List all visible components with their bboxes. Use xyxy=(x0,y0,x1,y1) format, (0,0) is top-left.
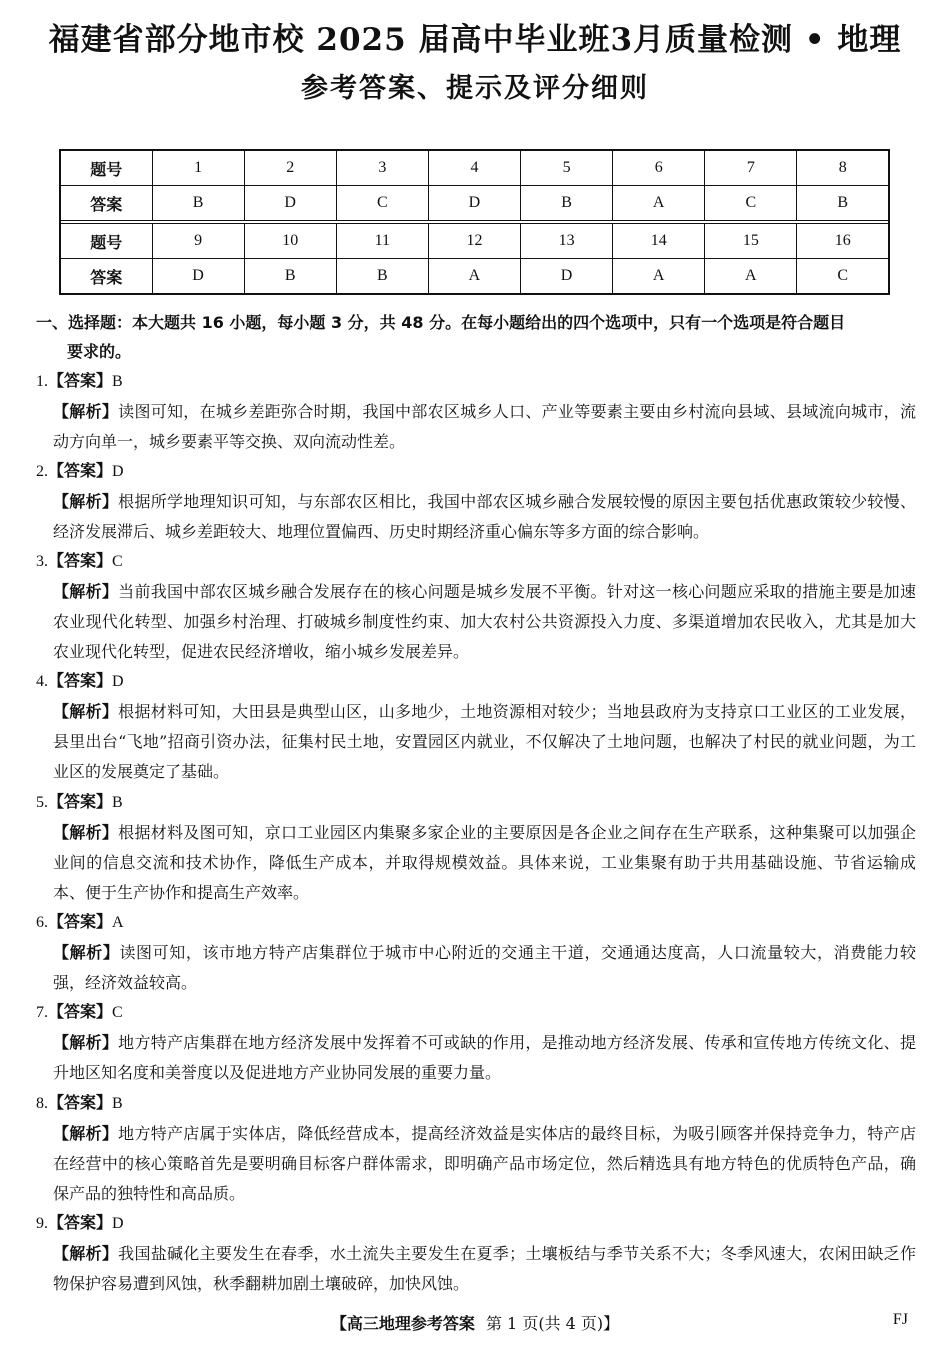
question-number-row xyxy=(60,224,889,259)
answer-value: A xyxy=(112,914,124,931)
explanation xyxy=(36,577,916,667)
answer-line xyxy=(36,1208,916,1239)
question-number-cell: 11 xyxy=(336,224,428,259)
question-6 xyxy=(36,907,916,998)
answer-cell: C xyxy=(797,259,889,295)
explanation-text: 当前我国中部农区城乡融合发展存在的核心问题是城乡发展不平衡。针对这一核心问题应采取的措施主要是加速农业现代化转型、加强乡村治理、打破城乡制度性约束、加大农村公共资源投入力度、多渠道增加农民收入，尤其是加大农业现代化转型，促进农民经济增收，缩小城乡发展差异。 xyxy=(53,582,916,661)
answer-cell: A xyxy=(613,259,705,295)
explanation-text: 地方特产店属于实体店，降低经营成本，提高经济效益是实体店的最终目标，为吸引顾客并保持竞争力，特产店在经营中的核心策略首先是要明确目标客户群体需求，即明确产品市场定位，然后精选具有地方特色的优质特色产品，确保产品的独特性和高品质。 xyxy=(53,1124,916,1203)
answer-line xyxy=(36,546,916,577)
question-number-cell: 15 xyxy=(705,224,797,259)
question-number-row xyxy=(60,150,889,186)
question-number-cell: 3 xyxy=(336,150,428,186)
question-7 xyxy=(36,997,916,1088)
explain-tag: 【解析】 xyxy=(53,1244,119,1263)
explanation xyxy=(36,1239,916,1299)
answer-line xyxy=(36,997,916,1028)
question-number-cell: 14 xyxy=(613,224,705,259)
footer-label: 【高三地理参考答案 xyxy=(330,1314,475,1333)
question-number-cell: 16 xyxy=(797,224,889,259)
question-number-cell: 6 xyxy=(613,150,705,186)
question-number-cell: 12 xyxy=(428,224,520,259)
explanation xyxy=(36,1028,916,1088)
answer-value: D xyxy=(112,1215,124,1232)
answer-tag: 【答案】 xyxy=(48,1002,113,1021)
explanation xyxy=(36,397,916,457)
answer-row xyxy=(60,186,889,221)
footer-page-number: 第 1 页(共 4 页)】 xyxy=(485,1314,620,1333)
answer-tag: 【答案】 xyxy=(48,1213,113,1232)
answer-tag: 【答案】 xyxy=(48,912,113,931)
explanation-text: 读图可知，该市地方特产店集群位于城市中心附近的交通主干道，交通通达度高，人口流量较大，消费能力较强，经济效益较高。 xyxy=(53,943,916,992)
answer-cell: D xyxy=(244,186,336,221)
answer-value: D xyxy=(112,673,124,690)
explanation xyxy=(36,1119,916,1209)
question-8 xyxy=(36,1088,916,1209)
answer-cell: A xyxy=(428,259,520,295)
explanation-text: 根据材料及图可知，京口工业园区内集聚多家企业的主要原因是各企业之间存在生产联系，这种集聚可以加强企业间的信息交流和技术协作，降低生产成本，并取得规模效益。具体来说，工业集聚有助于共用基础设施、节省运输成本、便于生产协作和提高生产效率。 xyxy=(53,823,916,902)
answer-row xyxy=(60,259,889,295)
explanation-text: 根据所学地理知识可知，与东部农区相比，我国中部农区城乡融合发展较慢的原因主要包括优惠政策较少较慢、经济发展滞后、城乡差距较大、地理位置偏西、历史时期经济重心偏东等多方面的综合影响。 xyxy=(53,492,916,541)
question-number-cell: 8 xyxy=(797,150,889,186)
question-number-cell: 1 xyxy=(152,150,244,186)
page-footer xyxy=(0,1311,950,1334)
question-number: 1. xyxy=(36,373,48,390)
answer-value: D xyxy=(112,463,124,480)
question-4 xyxy=(36,666,916,787)
explanation-text: 根据材料可知，大田县是典型山区，山多地少，土地资源相对较少；当地县政府为支持京口工业区的工业发展，县里出台“飞地”招商引资办法，征集村民土地，安置园区内就业，不仅解决了土地问题，也解决了村民的就业问题，为工业区的发展奠定了基础。 xyxy=(53,702,916,781)
section-heading-line1: 一、选择题：本大题共 16 小题，每小题 3 分，共 48 分。在每小题给出的四个选项中，只有一个选项是符合题目 xyxy=(36,313,846,332)
explanation xyxy=(36,818,916,908)
question-9 xyxy=(36,1208,916,1299)
answer-value: C xyxy=(112,553,123,570)
question-number-cell: 5 xyxy=(521,150,613,186)
row-header-answer: 答案 xyxy=(60,259,152,295)
answer-line xyxy=(36,1088,916,1119)
question-5 xyxy=(36,787,916,908)
answer-cell: A xyxy=(705,259,797,295)
explain-tag: 【解析】 xyxy=(53,943,120,962)
answer-line xyxy=(36,666,916,697)
explanation-text: 我国盐碱化主要发生在春季，水土流失主要发生在夏季；土壤板结与季节关系不大；冬季风速大，农闲田缺乏作物保护容易遭到风蚀，秋季翻耕加剧土壤破碎，加快风蚀。 xyxy=(53,1244,916,1293)
explain-tag: 【解析】 xyxy=(53,823,119,842)
explanation xyxy=(36,487,916,547)
page-title: 福建省部分地市校 2025 届高中毕业班3月质量检测 • 地理 xyxy=(48,22,902,58)
answer-cell: A xyxy=(613,186,705,221)
answer-cell: D xyxy=(521,259,613,295)
row-header-number: 题号 xyxy=(60,224,152,259)
answer-tag: 【答案】 xyxy=(48,1093,113,1112)
answer-cell: B xyxy=(797,186,889,221)
question-number-cell: 2 xyxy=(244,150,336,186)
answer-tag: 【答案】 xyxy=(48,551,113,570)
row-header-answer: 答案 xyxy=(60,186,152,221)
question-number: 5. xyxy=(36,794,48,811)
explanation xyxy=(36,697,916,787)
answer-line xyxy=(36,787,916,818)
question-3 xyxy=(36,546,916,667)
answer-cell: B xyxy=(521,186,613,221)
answer-cell: D xyxy=(152,259,244,295)
answer-tag: 【答案】 xyxy=(48,671,113,690)
question-number-cell: 7 xyxy=(705,150,797,186)
explain-tag: 【解析】 xyxy=(53,582,119,601)
question-number: 8. xyxy=(36,1095,48,1112)
answer-cell: C xyxy=(336,186,428,221)
question-number-cell: 13 xyxy=(521,224,613,259)
answer-table xyxy=(59,149,890,295)
answer-tag: 【答案】 xyxy=(48,371,113,390)
answer-value: C xyxy=(112,1004,123,1021)
answer-line xyxy=(36,456,916,487)
explanation xyxy=(36,938,916,998)
answer-value: B xyxy=(112,794,123,811)
answer-cell: B xyxy=(336,259,428,295)
section-heading-line2: 要求的。 xyxy=(67,342,132,361)
answer-cell: B xyxy=(152,186,244,221)
answer-tag: 【答案】 xyxy=(48,461,113,480)
question-number-cell: 9 xyxy=(152,224,244,259)
question-number: 4. xyxy=(36,673,48,690)
answer-value: B xyxy=(112,1095,123,1112)
question-1 xyxy=(36,366,916,457)
answer-cell: D xyxy=(428,186,520,221)
section-heading xyxy=(36,308,916,366)
question-number-cell: 4 xyxy=(428,150,520,186)
page-subtitle: 参考答案、提示及评分细则 xyxy=(301,73,649,104)
explain-tag: 【解析】 xyxy=(53,1124,119,1143)
footer-region-code: FJ xyxy=(892,1311,908,1328)
question-number-cell: 10 xyxy=(244,224,336,259)
explain-tag: 【解析】 xyxy=(53,492,119,511)
answer-line xyxy=(36,907,916,938)
explain-tag: 【解析】 xyxy=(53,1033,119,1052)
answer-cell: B xyxy=(244,259,336,295)
explanation-text: 读图可知，在城乡差距弥合时期，我国中部农区城乡人口、产业等要素主要由乡村流向县域、县域流向城市，流动方向单一，城乡要素平等交换、双向流动性差。 xyxy=(53,402,916,451)
answer-value: B xyxy=(112,373,123,390)
answer-line xyxy=(36,366,916,397)
question-2 xyxy=(36,456,916,547)
answer-cell: C xyxy=(705,186,797,221)
explain-tag: 【解析】 xyxy=(53,702,119,721)
question-number: 6. xyxy=(36,914,48,931)
question-number: 7. xyxy=(36,1004,48,1021)
row-header-number: 题号 xyxy=(60,150,152,186)
question-number: 3. xyxy=(36,553,48,570)
explanation-text: 地方特产店集群在地方经济发展中发挥着不可或缺的作用，是推动地方经济发展、传承和宣传地方传统文化、提升地区知名度和美誉度以及促进地方产业协同发展的重要力量。 xyxy=(53,1033,916,1082)
explain-tag: 【解析】 xyxy=(53,402,119,421)
answer-tag: 【答案】 xyxy=(48,792,113,811)
question-number: 2. xyxy=(36,463,48,480)
question-number: 9. xyxy=(36,1215,48,1232)
